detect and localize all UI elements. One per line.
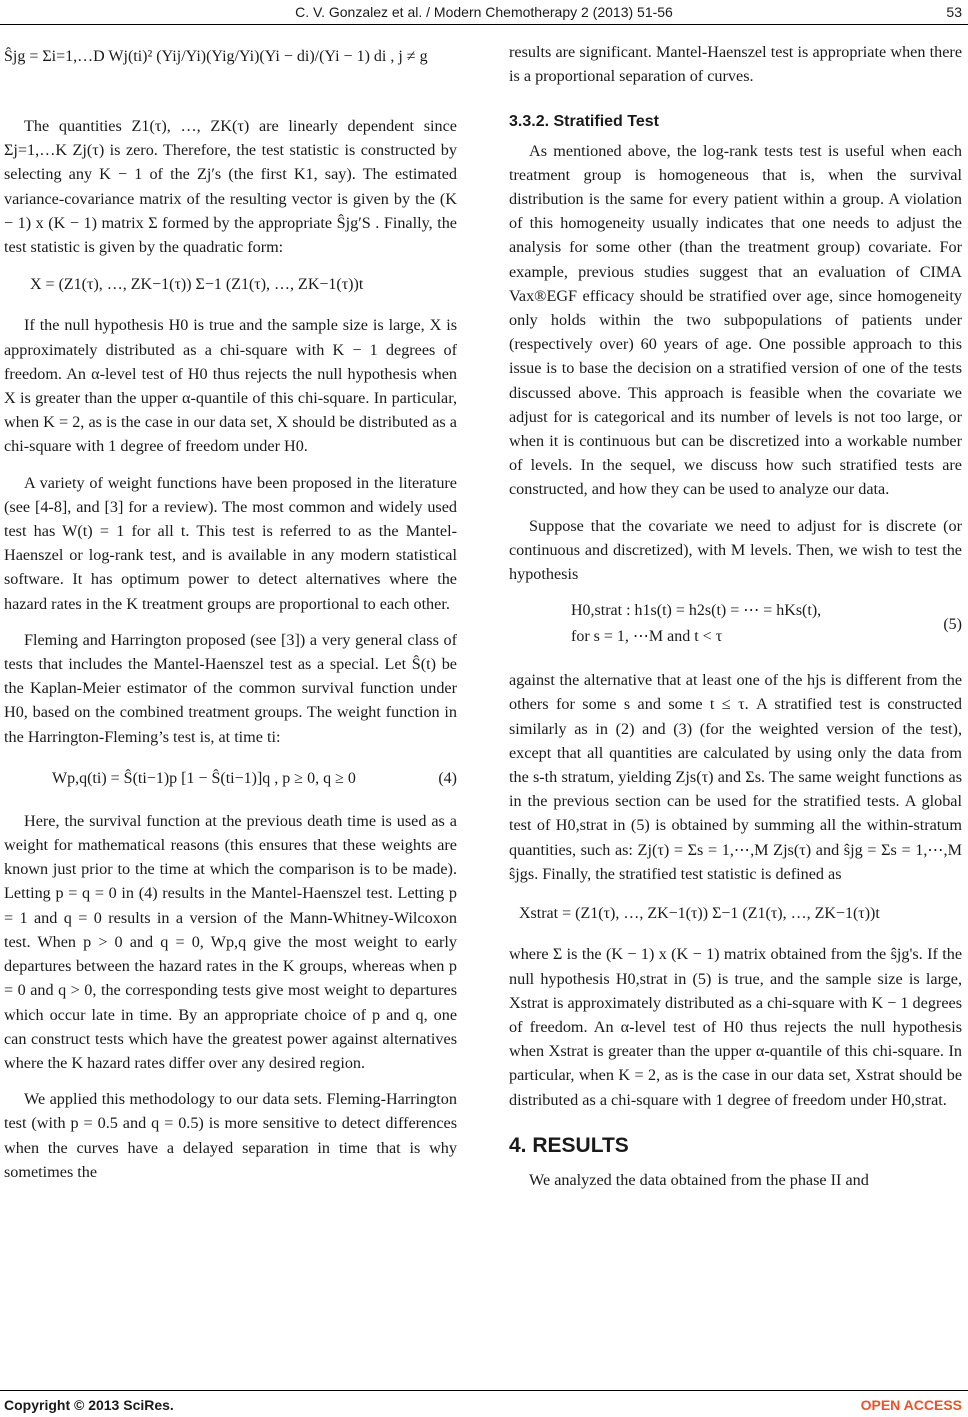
equation-number: (5) [943,616,962,634]
paragraph: Fleming and Harrington proposed (see [3]) a very general class of tests that includes the Mantel-Haenszel test as a special. Let Ŝ(t) be the Kaplan-Meier estimator of the common survival function under H0, based on the combined treatment groups. The weight function in the Harrington-Fleming’s test is, at time ti: [4,630,457,746]
equation-5-line2: for s = 1, ⋯M and t < τ [571,628,723,646]
left-column [4,40,457,1184]
header-rule [0,24,968,25]
paragraph: Here, the survival function at the previous death time is used as a weight for mathematical reasons (this ensures that these weights are known just prior to the time at which the comparison is to be made). Letting p = q = 0 in (4) results in the Mantel-Haenszel test. Letting p = 1 and q = 0 results in a version of the Mann-Whitney-Wilcoxon test. When p > 0 and q = 0, Wp,q give the most weight to early departures between the hazard rates in the K groups, whereas when p = 0 and q > 0, the corresponding tests give most weight to departures which occur late in time. By an appropriate choice of p and q, one can construct tests which have the greatest power against alternatives where the K hazard rates differ over any desired region. [4,811,457,1072]
paragraph: If the null hypothesis H0 is true and the sample size is large, X is approximately distributed as a chi-square with K − 1 degrees of freedom. An α-level test of H0 thus rejects the null hypothesis when X is greater than the upper α-quantile of this chi-square. In particular, when K = 2, as is the case in our data set, X should be distributed as a chi-square with 1 degree of freedom under H0. [4,316,457,456]
page-number: 53 [946,4,962,20]
copyright-notice: Copyright © 2013 SciRes. [4,1397,174,1413]
paragraph: against the alternative that at least one of the hjs is different from the others for some s and some t ≤ τ. A stratified test is constructed similarly as in (2) and (3) (for the weighted version of the test), except that all quantities are calculated by using only the data from the s-th stratum, yielding Zjs(τ) and Σs. The same weight functions as in the previous section can be used for the stratified tests. A global test of H0,strat in (5) is obtained by summing all the within-stratum quantities, such as: Zj(τ) = Σs = 1,⋯,M Zjs(τ) and ŝjg = Σs = 1,⋯,M ŝjgs. Finally, the stratified test statistic is defined as [509,671,962,883]
equation-4 [52,767,457,791]
section-heading-3-3-2: 3.3.2. Stratified Test [509,113,659,131]
paragraph: We analyzed the data obtained from the phase II and [529,1170,869,1189]
paragraph: results are significant. Mantel-Haenszel test is appropriate when there is a proportional separation of curves. [509,43,962,86]
paragraph: where Σ is the (K − 1) x (K − 1) matrix obtained from the ŝjg's. If the null hypothesis H0,strat in (5) is true, and the sample size is large, Xstrat is approximately distributed as a chi-square with K − 1 degrees of freedom. An α-level test of H0 thus rejects the null hypothesis when Xstrat is greater than the upper α-quantile of this chi-square. In particular, when K = 2, as is the case in our data set, Xstrat should be distributed as a chi-square with 1 degree of freedom under H0,strat. [509,945,962,1109]
equation-number: (4) [438,769,457,787]
paragraph: We applied this methodology to our data sets. Fleming-Harrington test (with p = 0.5 and q = 0.5) is more sensitive to detect differences when the curves have a delayed separation in time that is why sometimes the [4,1090,457,1181]
equation-x: X = (Z1(τ), …, ZK−1(τ)) Σ−1 (Z1(τ), …, ZK−1(τ))t [30,276,364,294]
equation-5 [571,598,962,654]
equation-xstrat: Xstrat = (Z1(τ), …, ZK−1(τ)) Σ−1 (Z1(τ), …, ZK−1(τ))t [519,905,880,923]
footer-rule [0,1390,968,1391]
equation-5-line1: H0,strat : h1s(t) = h2s(t) = ⋯ = hKs(t), [571,602,822,620]
paragraph: The quantities Z1(τ), …, ZK(τ) are linearly dependent since Σj=1,…K Zj(τ) is zero. Therefore, the test statistic is constructed by selecting any K − 1 of the Zj′s (the first K1, say). The estimated variance-covariance matrix of the resulting vector is given by the (K − 1) x (K − 1) matrix Σ formed by the appropriate Ŝjg′S . Finally, the test statistic is given by the quadratic form: [4,117,457,257]
equation-sjg: Ŝjg = Σi=1,…D Wj(ti)² (Yij/Yi)(Yig/Yi)(Yi − di)/(Yi − 1) di , j ≠ g [4,48,428,65]
open-access-label: OPEN ACCESS [860,1397,962,1413]
equation-4-body: Wp,q(ti) = Ŝ(ti−1)p [1 − Ŝ(ti−1)]q , p ≥ 0, q ≥ 0 [52,769,356,787]
paragraph: A variety of weight functions have been proposed in the literature (see [4-8], and [3] for a review). The most common and widely used test has W(t) = 1 for all t. This test is referred to as the Mantel-Haenszel or log-rank test, and is available in any modern statistical software. It has optimum power to detect alternatives where the hazard rates in the K treatment groups are proportional to each other. [4,473,457,613]
running-title: C. V. Gonzalez et al. / Modern Chemotherapy 2 (2013) 51-56 [295,4,673,20]
running-header [0,2,968,24]
section-heading-results: 4. RESULTS [509,1133,629,1157]
paragraph: Suppose that the covariate we need to adjust for is discrete (or continuous and discretized), with M levels. Then, we wish to test the hypothesis [509,516,962,584]
right-column [509,40,962,1192]
paragraph: As mentioned above, the log-rank tests test is useful when each treatment group is homogeneous that is, when the survival distribution is the same for every patient within a group. A violation of this homogeneity usually indicates that one needs to adjust the analysis for some other (than the treatment group) covariate. For example, previous studies suggest that an evaluation of CIMA Vax®EGF efficacy should be stratified over age, since homogeneity only holds within the two subpopulations of patients under (respectively over) 60 years of age. One possible approach to this issue is to base the decision on a stratified version of one of the tests discussed above. This approach is feasible when the covariate we adjust for is categorical and its number of levels is not too large, or when it is continuous but can be discretized into a workable number of levels. In the sequel, we discuss how such stratified tests are constructed, and how they can be used to analyze our data. [509,141,962,499]
